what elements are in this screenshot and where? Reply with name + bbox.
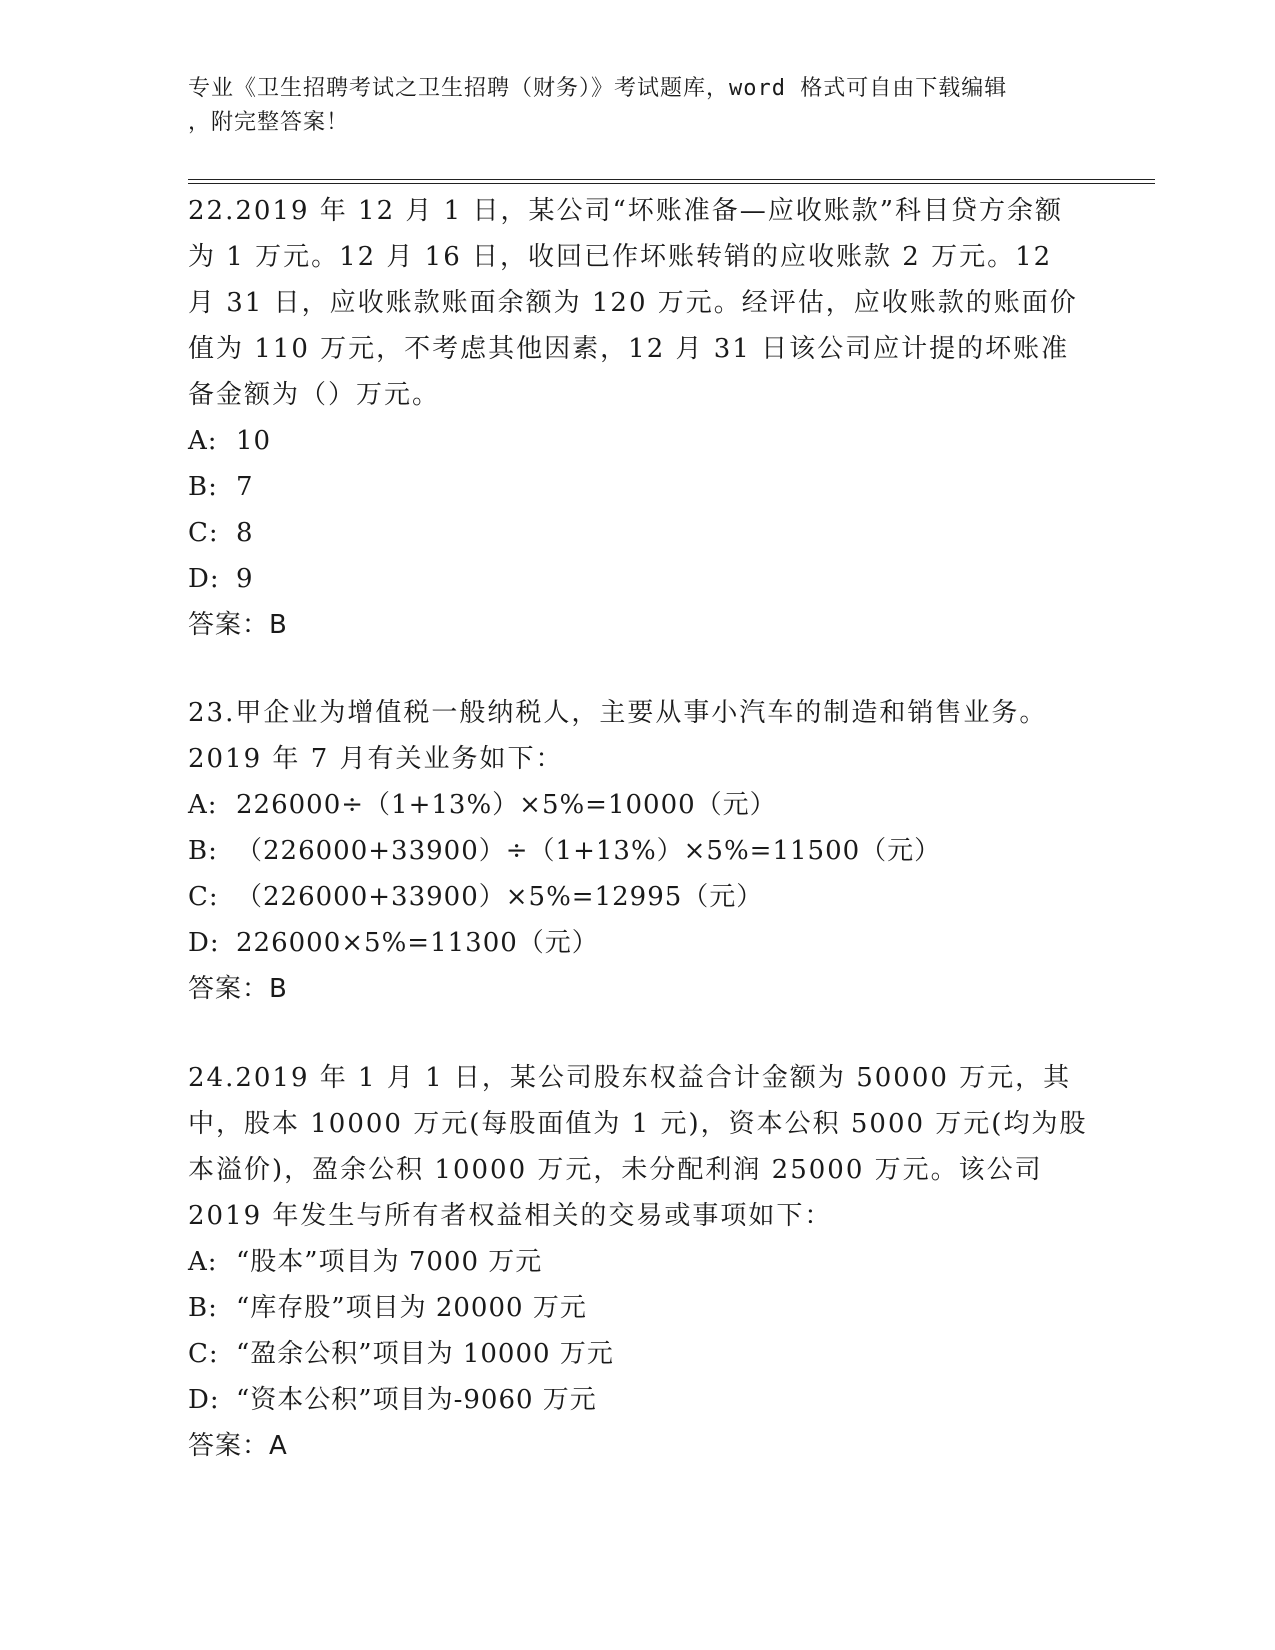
answer-line: 答案：B xyxy=(188,974,288,1004)
option-a xyxy=(188,1239,1088,1285)
option-d xyxy=(188,920,1088,966)
option-text: 7 xyxy=(236,472,254,502)
option-text: 10 xyxy=(236,426,272,456)
option-text: “盈余公积”项目为 10000 万元 xyxy=(236,1339,614,1369)
option-key: B: xyxy=(188,836,218,866)
option-text: “股本”项目为 7000 万元 xyxy=(236,1247,543,1277)
option-a xyxy=(188,782,1088,828)
option-key: B: xyxy=(188,1293,218,1323)
option-text: 8 xyxy=(236,518,254,548)
question-text: 22.2019 年 12 月 1 日，某公司“坏账准备—应收账款”科目贷方余额为 1 万元。12 月 16 日，收回已作坏账转销的应收账款 2 万元。12 月 31 日，应收账款账面余额为 120 万元。经评估，应收账款的账面价值为 110 万元，不考虑其他因素，12 月 31 日该公司应计提的坏账准备金额为（）万元。 xyxy=(188,196,1078,410)
option-b xyxy=(188,464,1088,510)
option-key: D: xyxy=(188,1385,220,1415)
option-text: “库存股”项目为 20000 万元 xyxy=(236,1293,587,1323)
option-text: 9 xyxy=(236,564,254,594)
option-key: B: xyxy=(188,472,218,502)
option-key: A: xyxy=(188,1247,218,1277)
option-text: “资本公积”项目为-9060 万元 xyxy=(236,1385,597,1415)
question-text: 24.2019 年 1 月 1 日，某公司股东权益合计金额为 50000 万元，其中，股本 10000 万元(每股面值为 1 元)，资本公积 5000 万元(均为股本溢价)，盈余公积 10000 万元，未分配利润 25000 万元。该公司 2019 年发生与所有者权益相关的交易或事项如下： xyxy=(188,1063,1088,1231)
header-divider-bottom xyxy=(188,183,1155,184)
option-key: A: xyxy=(188,790,218,820)
option-c xyxy=(188,874,1088,920)
option-c xyxy=(188,1331,1088,1377)
header-line-1: 专业《卫生招聘考试之卫生招聘（财务）》考试题库，word 格式可自由下载编辑 xyxy=(188,76,1008,101)
question-24 xyxy=(188,1055,1088,1469)
option-b xyxy=(188,1285,1088,1331)
option-d xyxy=(188,1377,1088,1423)
option-key: C: xyxy=(188,1339,219,1369)
option-d xyxy=(188,556,1088,602)
option-key: D: xyxy=(188,564,220,594)
option-text: 226000÷（1+13%）×5%=10000（元） xyxy=(236,790,777,820)
document-header xyxy=(188,72,1088,140)
option-key: A: xyxy=(188,426,218,456)
header-line-2: ，附完整答案！ xyxy=(188,110,350,135)
option-b xyxy=(188,828,1088,874)
question-23 xyxy=(188,690,1088,1012)
answer-line: 答案：B xyxy=(188,610,288,640)
question-text: 23.甲企业为增值税一般纳税人，主要从事小汽车的制造和销售业务。2019 年 7 月有关业务如下： xyxy=(188,698,1048,774)
option-text: 226000×5%=11300（元） xyxy=(236,928,599,958)
answer-line: 答案：A xyxy=(188,1431,288,1461)
option-key: D: xyxy=(188,928,220,958)
option-a xyxy=(188,418,1088,464)
option-key: C: xyxy=(188,518,219,548)
option-key: C: xyxy=(188,882,219,912)
option-c xyxy=(188,510,1088,556)
option-text: （226000+33900）×5%=12995（元） xyxy=(236,882,764,912)
option-text: （226000+33900）÷（1+13%）×5%=11500（元） xyxy=(236,836,942,866)
header-divider-top xyxy=(188,179,1155,180)
question-22 xyxy=(188,188,1088,648)
